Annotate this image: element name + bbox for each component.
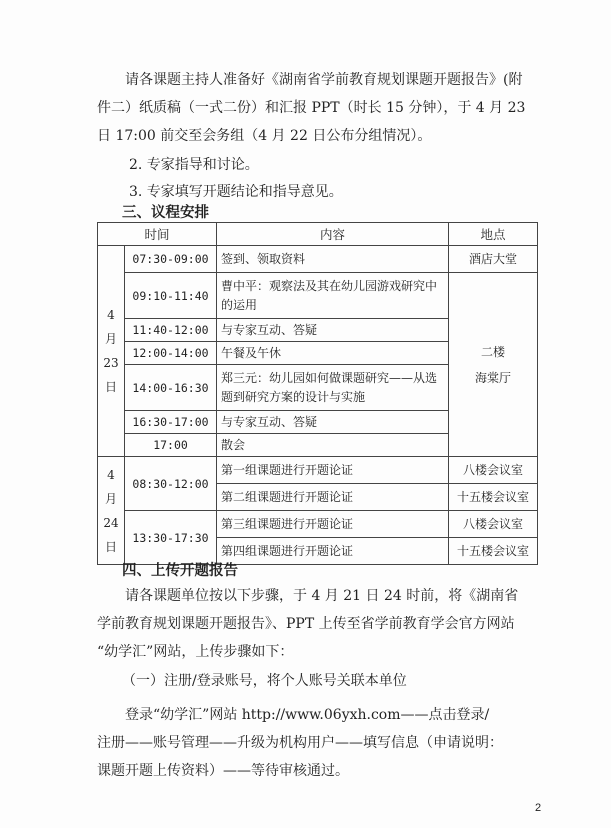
- row-time: 07:30-09:00: [125, 246, 217, 273]
- section-heading-upload: 四、上传开题报告: [122, 562, 238, 579]
- row-time: 16:30-17:00: [125, 411, 217, 434]
- table-row: [98, 457, 538, 484]
- para4-line1: 请各课题单位按以下步骤，于 4 月 21 日 24 时前，将《湖南省: [125, 588, 519, 604]
- para1-line3: 日 17:00 前交至会务组（4 月 22 日公布分组情况）。: [97, 128, 432, 144]
- row-content: 郑三元：幼儿园如何做课题研究——从选题到研究方案的设计与实施: [217, 365, 449, 411]
- page-number: 2: [535, 802, 542, 814]
- row-location: 酒店大堂: [449, 246, 538, 273]
- row-time: 09:10-11:40: [125, 273, 217, 319]
- header-content: 内容: [217, 223, 449, 246]
- day1-label: 4 月 23 日: [98, 246, 125, 457]
- row-content: 第一组课题进行开题论证: [217, 457, 449, 484]
- table-header-row: [98, 223, 538, 246]
- header-time: 时间: [98, 223, 217, 246]
- para1-line2: 件二）纸质稿（一式二份）和汇报 PPT（时长 15 分钟），于 4 月 23: [97, 100, 526, 116]
- row-time: 17:00: [125, 434, 217, 457]
- row-content: 与专家互动、答疑: [217, 411, 449, 434]
- row-content: 签到、领取资料: [217, 246, 449, 273]
- row-time: 11:40-12:00: [125, 319, 217, 342]
- agenda-table: [97, 222, 538, 565]
- row-content: 散会: [217, 434, 449, 457]
- row-location: 八楼会议室: [449, 511, 538, 538]
- item-2: 2. 专家指导和讨论。: [129, 157, 259, 173]
- day2-label: 4 月 24 日: [98, 457, 125, 565]
- para4-line3: “幼学汇”网站，上传步骤如下：: [97, 644, 294, 660]
- row-content: 第二组课题进行开题论证: [217, 484, 449, 511]
- row-content: 曹中平：观察法及其在幼儿园游戏研究中的运用: [217, 273, 449, 319]
- row-location: 八楼会议室: [449, 457, 538, 484]
- para5-line2: 注册——账号管理——升级为机构用户——填写信息（申请说明：: [97, 735, 503, 751]
- row-content: 与专家互动、答疑: [217, 319, 449, 342]
- para5-line3: 课题开题上传资料）——等待审核通过。: [97, 763, 349, 779]
- row-content: 午餐及午休: [217, 342, 449, 365]
- para4-line2: 学前教育规划课题开题报告》、PPT 上传至省学前教育学会官方网站: [97, 616, 515, 632]
- row-time: 08:30-12:00: [125, 457, 217, 511]
- item-3: 3. 专家填写开题结论和指导意见。: [129, 184, 343, 200]
- section-heading-agenda: 三、议程安排: [122, 204, 209, 221]
- row-location: 二楼 海棠厅: [449, 273, 538, 457]
- header-location: 地点: [449, 223, 538, 246]
- para5-line1: 登录“幼学汇”网站 http://www.06yxh.com——点击登录/: [125, 707, 490, 723]
- step-1: （一）注册/登录账号，将个人账号关联本单位: [122, 673, 407, 689]
- row-time: 12:00-14:00: [125, 342, 217, 365]
- row-content: 第三组课题进行开题论证: [217, 511, 449, 538]
- row-time: 14:00-16:30: [125, 365, 217, 411]
- para1-line1: 请各课题主持人准备好《湖南省学前教育规划课题开题报告》(附: [125, 72, 523, 88]
- row-location: 十五楼会议室: [449, 538, 538, 565]
- row-content: 第四组课题进行开题论证: [217, 538, 449, 565]
- row-location: 十五楼会议室: [449, 484, 538, 511]
- row-time: 13:30-17:30: [125, 511, 217, 565]
- table-row: [98, 511, 538, 538]
- table-row: [98, 246, 538, 273]
- table-row: [98, 273, 538, 319]
